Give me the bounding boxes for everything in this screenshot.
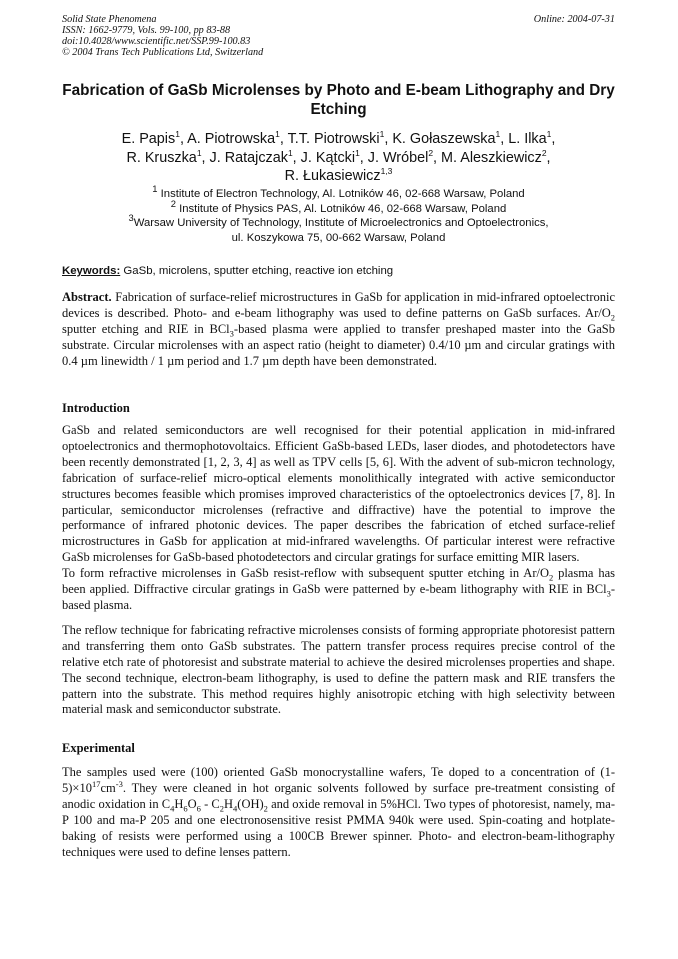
affiliation: $^3$Warsaw University of Technology, Institute of Microelectronics and Optoelectronics, (128, 212, 549, 230)
author: R. Łukasiewicz$^{1,3}$ (284, 166, 393, 184)
keywords (62, 264, 615, 278)
introduction-body (62, 423, 615, 718)
author: A. Piotrowska$^1$, (187, 129, 288, 147)
author: J. Kątcki$^1$, (300, 147, 368, 166)
online-date: Online: 2004-07-31 (533, 14, 615, 25)
journal-name: Solid State Phenomena (62, 14, 157, 25)
copyright: © 2004 Trans Tech Publications Ltd, Switzerland (62, 47, 264, 58)
author: M. Aleszkiewicz$^2$, (441, 147, 551, 166)
paragraph: To form refractive microlenses in GaSb resist-reflow with subsequent sputter etching in $Ar/O_2$ plasma has been applied. Diffractive circular gratings in GaSb were patterned by e-beam lithography with RIE in BCl$_3$-based plasma. (62, 566, 615, 612)
author: K. Gołaszewska$^1$, (392, 129, 509, 147)
paragraph: The reflow technique for fabricating refractive microlenses consists of forming appropriate photoresist pattern and transferring them onto GaSb substrates. The pattern transfer process requires precise control of the relative etch rate of photoresist and substrate material to achieve the desired microlenses properties and shape. The second technique, electron-beam lithography, is used to define the pattern mask and RIE transfers the pattern into the substrate. This method requires highly anisotropic etching with high selectivity between material mask and semiconductor substrate. (62, 622, 615, 717)
doi: doi:10.4028/www.scientific.net/SSP.99-100.83 (62, 36, 251, 47)
section-heading-introduction: Introduction (62, 401, 130, 415)
paragraph: GaSb and related semiconductors are well recognised for their potential application in mid-infrared optoelectronics and thermophotovoltaics. Efficient GaSb-based LEDs, laser diodes, and photodetectors have been recently demonstrated [1, 2, 3, 4] as well as TPV cells [5, 6]. With the advent of sub-micron technology, fabrication of surface-relief micro-optical elements monolithically integrated with active semiconductor structures becomes feasible which promises improved characteristics of the optoelectronics devices [7, 8]. In particular, semiconductor microlenses (refractive and diffractive) have the potential to improve the performance of infrared photonic devices. The paper describes the fabrication of etched surface-relief microstructures in GaSb for application at mid-infrared wavelengths. Of particular interest were refractive GaSb microlenses for GaSb-based photodetectors and circular gratings for surface emitting MIR lasers. (62, 423, 615, 565)
keywords-text: GaSb, microlens, sputter etching, reactive ion etching (123, 265, 394, 277)
section-heading-experimental: Experimental (62, 741, 135, 755)
journal-header (62, 14, 615, 58)
affiliation: ul. Koszykowa 75, 00-662 Warsaw, Poland (231, 231, 446, 244)
abstract-label: Abstract. (62, 290, 112, 304)
affiliation: $^1$ Institute of Electron Technology, Al. Lotników 46, 02-668 Warsaw, Poland (152, 183, 525, 200)
abstract: Abstract. Fabrication of surface-relief microstructures in GaSb for application in mid-infrared optoelectronic devices is described. Photo- and e-beam lithography was used to define patterns on GaSb surfaces. $Ar/O_2$ sputter etching and RIE in BCl$_3$-based plasma were applied to transfer preshaped master into the GaSb substrate. Circular microlenses with an aspect ratio (height to diameter) 0.4/10 µm and circular gratings with 0.4 µm linewidth / 1 µm period and 1.7 µm depth have been demonstrated. (62, 290, 615, 368)
paper-title: Fabrication of GaSb Microlenses by Photo and E-beam Lithography and Dry Etching (62, 82, 615, 118)
affiliation: $^2$ Institute of Physics PAS, Al. Lotników 46, 02-668 Warsaw, Poland (170, 197, 507, 215)
issn: ISSN: 1662-9779, Vols. 99-100, pp 83-88 (62, 25, 231, 36)
author: J. Wróbel$^2$, (367, 147, 442, 166)
experimental-body: The samples used were (100) oriented GaSb monocrystalline wafers, Te doped to a concentration of $(1-5)\times 10^{17}cm^{-3}$. They were cleaned in hot organic solvents followed by surface pre-treatment consisting of anodic oxidation in $C_4H_6O_6 - C_2H_4(OH)_2$ and oxide removal in 5%HCl. Two types of photoresist, namely, ma-P 100 and ma-P 205 and one electronosensitive resist PMMA 940k were used. Spin-coating and hotplate-baking of resists were performed using a 100CB Brewer spinner. Photo- and electron-beam-lithography techniques were used to define lenses pattern. (62, 765, 615, 859)
author-list (62, 130, 615, 186)
affiliations (62, 183, 615, 245)
author: L. Ilka$^1$, (508, 129, 556, 147)
author: R. Kruszka$^1$, (126, 147, 210, 166)
author: E. Papis$^1$, (121, 129, 188, 147)
author: T.T. Piotrowski$^1$, (287, 129, 393, 147)
keywords-label: Keywords: (62, 265, 121, 277)
author: J. Ratajczak$^1$, (209, 147, 301, 166)
